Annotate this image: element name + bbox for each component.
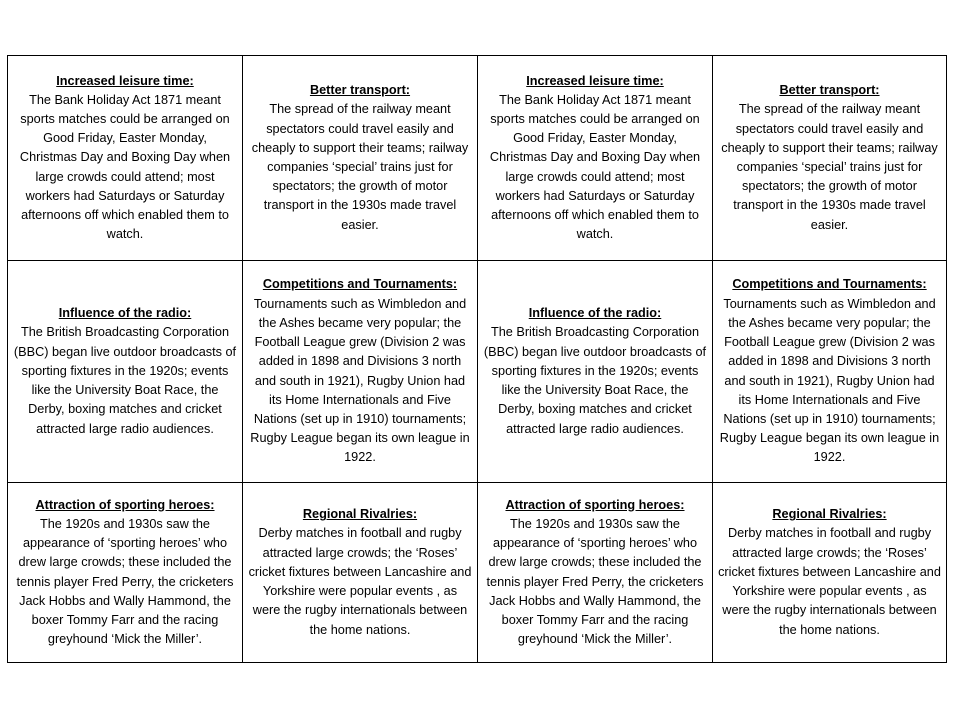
cell-body: The 1920s and 1930s saw the appearance of ‘sporting heroes’ who drew large crowds; these included the tennis player Fred Perry, the cricketers Jack Hobbs and Wally Hammond, the boxer Tommy Farr and the racing greyhound ‘Mick the Miller’.: [486, 516, 704, 647]
cell-better-transport: [243, 56, 478, 261]
cell-competitions-and-tournaments: [713, 261, 947, 483]
cell-body: The Bank Holiday Act 1871 meant sports matches could be arranged on Good Friday, Easter Monday, Christmas Day and Boxing Day when large crowds could attend; most workers had Saturdays or Saturday afternoons off which enabled them to watch.: [489, 92, 701, 242]
cell-better-transport: [713, 56, 947, 261]
cell-body: The British Broadcasting Corporation (BBC) began live outdoor broadcasts of sporting fixtures in the 1920s; events like the University Boat Race, the Derby, boxing matches and cricket attracted large radio audiences.: [483, 325, 707, 436]
cell-heading: Competitions and Tournaments:: [262, 277, 458, 292]
cell-body: The spread of the railway meant spectators could travel easily and cheaply to support their teams; railway companies ‘special’ trains just for spectators; the growth of motor transport in the 1930s made travel easier.: [251, 102, 469, 232]
cell-body: The spread of the railway meant spectators could travel easily and cheaply to support their teams; railway companies ‘special’ trains just for spectators; the growth of motor transport in the 1930s made travel easier.: [721, 102, 938, 232]
cell-heading: Influence of the radio:: [58, 306, 192, 321]
cell-body: Derby matches in football and rugby attracted large crowds; the ‘Roses’ cricket fixtures between Lancashire and Yorkshire were popular events , as were the rugby internationals between the home nations.: [718, 526, 941, 637]
factors-table: [7, 55, 947, 663]
cell-heading: Increased leisure time:: [526, 73, 664, 88]
cell-increased-leisure-time: [478, 56, 713, 261]
cell-heading: Regional Rivalries:: [772, 507, 887, 522]
cell-heading: Better transport:: [309, 83, 411, 98]
cell-influence-of-the-radio: [478, 261, 713, 483]
cell-heading: Attraction of sporting heroes:: [505, 497, 685, 512]
cell-heading: Influence of the radio:: [528, 306, 662, 321]
table-row: [8, 483, 947, 663]
cell-heading: Attraction of sporting heroes:: [35, 497, 215, 512]
cell-heading: Increased leisure time:: [56, 73, 194, 88]
cell-heading: Better transport:: [779, 83, 880, 98]
cell-body: The Bank Holiday Act 1871 meant sports matches could be arranged on Good Friday, Easter Monday, Christmas Day and Boxing Day when large crowds could attend; most workers had Saturdays or Saturday afternoons off which enabled them to watch.: [19, 92, 231, 242]
cell-body: Tournaments such as Wimbledon and the Ashes became very popular; the Football League grew (Division 2 was added in 1898 and Divisions 3 north and south in 1921), Rugby Union had its Home Internationals and Five Nations (set up in 1910) tournaments; Rugby League began its own league in 1922.: [250, 296, 470, 465]
cell-body: The British Broadcasting Corporation (BBC) began live outdoor broadcasts of sporting fixtures in the 1920s; events like the University Boat Race, the Derby, boxing matches and cricket attracted large radio audiences.: [13, 325, 237, 436]
cell-attraction-of-sporting-heroes: [8, 483, 243, 663]
cell-attraction-of-sporting-heroes: [478, 483, 713, 663]
cell-heading: Regional Rivalries:: [302, 507, 418, 522]
factors-table-container: [7, 55, 946, 662]
cell-regional-rivalries: [713, 483, 947, 663]
cell-body: Derby matches in football and rugby attracted large crowds; the ‘Roses’ cricket fixtures between Lancashire and Yorkshire were popular events , as were the rugby internationals between the home nations.: [248, 526, 472, 637]
cell-body: The 1920s and 1930s saw the appearance of ‘sporting heroes’ who drew large crowds; these included the tennis player Fred Perry, the cricketers Jack Hobbs and Wally Hammond, the boxer Tommy Farr and the racing greyhound ‘Mick the Miller’.: [16, 516, 234, 647]
cell-body: Tournaments such as Wimbledon and the Ashes became very popular; the Football League grew (Division 2 was added in 1898 and Divisions 3 north and south in 1921), Rugby Union had its Home Internationals and Five Nations (set up in 1910) tournaments; Rugby League began its own league in 1922.: [719, 296, 940, 465]
table-row: [8, 56, 947, 261]
cell-influence-of-the-radio: [8, 261, 243, 483]
cell-heading: Competitions and Tournaments:: [732, 277, 927, 292]
table-row: [8, 261, 947, 483]
cell-competitions-and-tournaments: [243, 261, 478, 483]
cell-increased-leisure-time: [8, 56, 243, 261]
cell-regional-rivalries: [243, 483, 478, 663]
